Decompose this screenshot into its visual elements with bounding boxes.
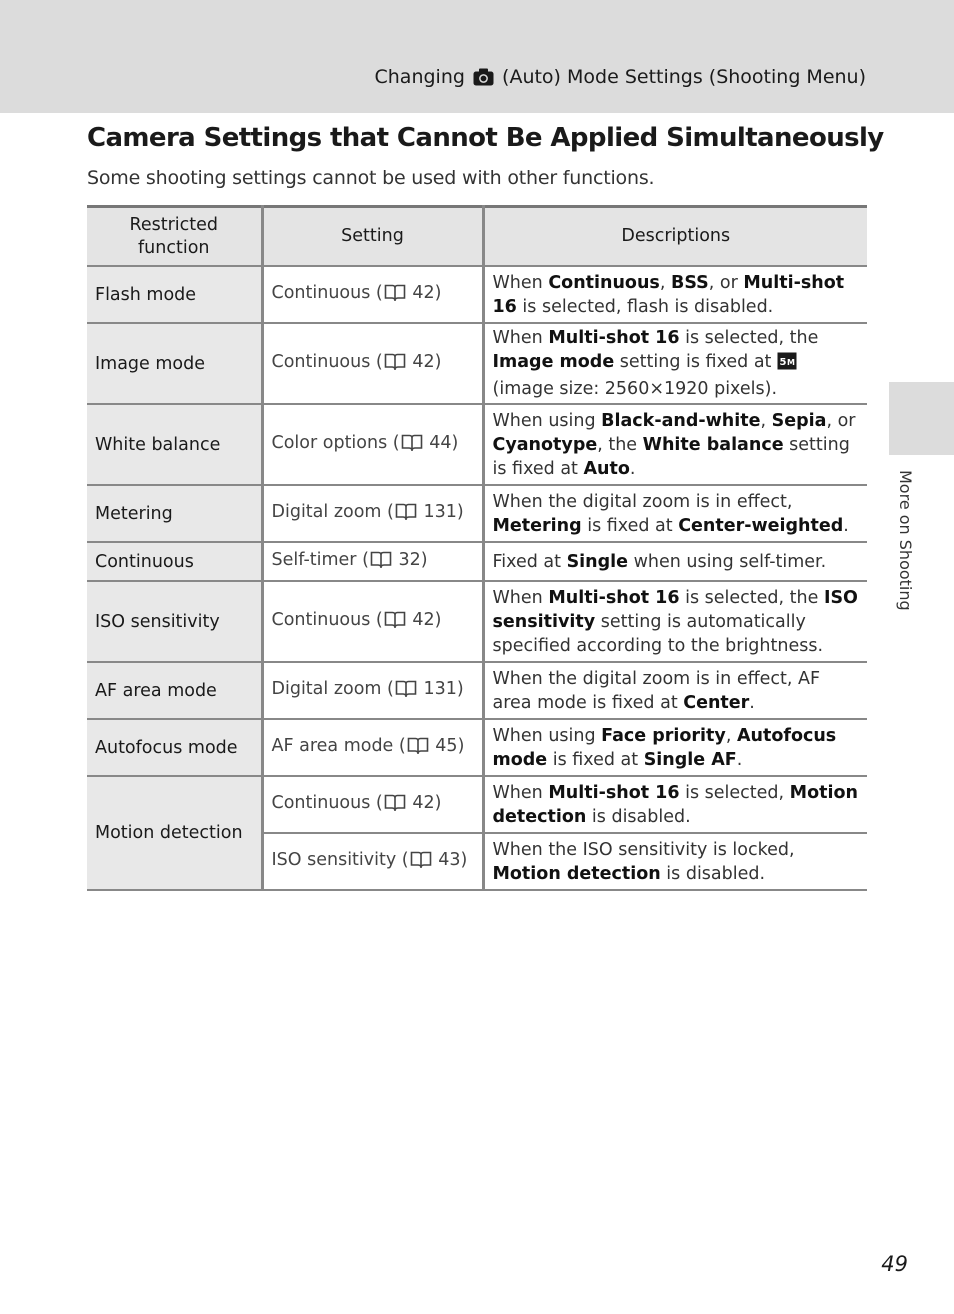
restrictions-table <box>87 205 867 891</box>
side-tab-label: More on Shooting <box>896 470 915 611</box>
description-emphasis: Auto <box>583 458 630 479</box>
description-text: setting is fixed at <box>492 434 850 479</box>
table-row <box>87 581 867 662</box>
description-text: is selected, the <box>679 587 824 608</box>
description-emphasis: Continuous <box>548 272 660 293</box>
description-cell <box>483 662 867 719</box>
description-text: When the digital zoom is in effect, <box>492 491 793 512</box>
description-text: . <box>749 692 755 713</box>
restricted-function-cell: Metering <box>87 485 262 542</box>
page-reference-icon <box>407 737 429 761</box>
description-emphasis: Sepia <box>771 410 827 431</box>
page-number: 49 <box>881 1252 908 1276</box>
description-text: , <box>659 272 671 293</box>
setting-label: Color options <box>271 433 388 453</box>
setting-label: Continuous <box>271 352 371 372</box>
page-reference: 42 <box>412 610 435 630</box>
description-cell <box>483 581 867 662</box>
table-row <box>87 776 867 833</box>
header-descriptions: Descriptions <box>483 207 867 267</box>
table-row <box>87 266 867 323</box>
description-text: is disabled. <box>660 863 766 884</box>
svg-text:M: M <box>786 358 795 367</box>
header-prefix: Changing <box>374 66 465 88</box>
description-text: When the digital zoom is in effect, AF area mode is fixed at <box>492 668 821 713</box>
setting-label: Self-timer <box>271 550 357 570</box>
description-cell <box>483 776 867 833</box>
setting-cell: Digital zoom ( 131) <box>262 662 483 719</box>
page-subtitle: Some shooting settings cannot be used with other functions. <box>87 167 655 189</box>
setting-cell: Digital zoom ( 131) <box>262 485 483 542</box>
setting-cell: AF area mode ( 45) <box>262 719 483 776</box>
description-text: is selected, <box>679 782 790 803</box>
description-cell <box>483 323 867 404</box>
restricted-function-cell: White balance <box>87 404 262 485</box>
description-text: , the <box>597 434 643 455</box>
description-emphasis: Motion detection <box>492 782 858 827</box>
page-reference: 43 <box>438 850 461 870</box>
description-cell <box>483 719 867 776</box>
setting-cell: Self-timer ( 32) <box>262 542 483 581</box>
description-text: is fixed at <box>547 749 644 770</box>
description-text: . <box>629 458 636 479</box>
table-row <box>87 542 867 581</box>
table-row <box>87 719 867 776</box>
restricted-function-cell: Motion detection <box>87 776 262 890</box>
description-text: when using self-timer. <box>628 551 827 572</box>
description-emphasis: Center <box>683 692 750 713</box>
header-band <box>0 0 954 113</box>
description-emphasis: Cyanotype <box>492 434 598 455</box>
restricted-function-cell: AF area mode <box>87 662 262 719</box>
page-reference-icon <box>384 353 406 377</box>
description-emphasis: Multi-shot 16 <box>548 587 680 608</box>
description-text: , or <box>708 272 744 293</box>
table-row <box>87 662 867 719</box>
page-reference: 42 <box>412 793 435 813</box>
description-emphasis: Autofocus mode <box>492 725 837 770</box>
page-reference-icon <box>401 434 423 458</box>
description-emphasis: Multi-shot 16 <box>492 272 845 317</box>
setting-cell: Continuous ( 42) <box>262 776 483 833</box>
page-reference-icon <box>384 284 406 308</box>
header-setting: Setting <box>262 207 483 267</box>
page-reference: 42 <box>412 352 435 372</box>
page-reference-icon <box>410 851 432 875</box>
description-text: is selected, the <box>679 328 819 348</box>
setting-cell: ISO sensitivity ( 43) <box>262 833 483 890</box>
description-emphasis: Black-and-white <box>601 410 761 431</box>
description-emphasis: ISO sensitivity <box>492 587 858 632</box>
restricted-function-cell: Autofocus mode <box>87 719 262 776</box>
description-emphasis: Image mode <box>492 352 615 372</box>
setting-cell: Color options ( 44) <box>262 404 483 485</box>
setting-label: AF area mode <box>271 736 394 756</box>
description-emphasis: Multi-shot 16 <box>548 328 680 348</box>
setting-cell: Continuous ( 42) <box>262 323 483 404</box>
description-emphasis: White balance <box>642 434 784 455</box>
description-text: When <box>492 272 549 293</box>
setting-cell: Continuous ( 42) <box>262 581 483 662</box>
camera-auto-icon <box>473 68 494 91</box>
setting-label: Continuous <box>271 610 371 630</box>
setting-label: Digital zoom <box>271 679 382 699</box>
page-reference-icon <box>395 680 417 704</box>
description-text: When <box>492 587 549 608</box>
description-emphasis: Single AF <box>643 749 737 770</box>
description-text: , <box>725 725 737 746</box>
restricted-function-cell: ISO sensitivity <box>87 581 262 662</box>
svg-text:5: 5 <box>779 357 787 368</box>
image-size-5m-icon <box>777 352 797 377</box>
setting-label: ISO sensitivity <box>271 850 397 870</box>
page-reference: 131 <box>423 679 457 699</box>
page-reference: 32 <box>398 550 421 570</box>
header-suffix: (Auto) Mode Settings (Shooting Menu) <box>502 66 866 88</box>
page-reference: 44 <box>429 433 452 453</box>
description-text: , <box>760 410 772 431</box>
setting-label: Continuous <box>271 283 371 303</box>
page-reference: 131 <box>423 502 457 522</box>
header-restricted-function: Restricted function <box>87 207 262 267</box>
description-emphasis: BSS <box>670 272 709 293</box>
setting-label: Digital zoom <box>271 502 382 522</box>
side-tab <box>889 382 954 455</box>
table-row <box>87 323 867 404</box>
description-text: , or <box>826 410 856 431</box>
description-emphasis: Center-weighted <box>678 515 844 536</box>
description-cell <box>483 833 867 890</box>
page-reference-icon <box>370 551 392 575</box>
description-text: setting is automatically specified according to the brightness. <box>492 611 824 656</box>
description-text: . <box>843 515 849 536</box>
description-text: When <box>492 328 549 348</box>
page-reference: 42 <box>412 283 435 303</box>
description-text: (image size: 2560×1920 pixels). <box>492 379 778 399</box>
restricted-function-cell: Continuous <box>87 542 262 581</box>
description-text: When the ISO sensitivity is locked, <box>492 839 795 860</box>
description-emphasis: Motion detection <box>492 863 661 884</box>
page-reference-icon <box>384 611 406 635</box>
restricted-function-cell: Image mode <box>87 323 262 404</box>
description-text: . <box>736 749 743 770</box>
setting-cell: Continuous ( 42) <box>262 266 483 323</box>
restricted-function-cell: Flash mode <box>87 266 262 323</box>
setting-label: Continuous <box>271 793 371 813</box>
description-emphasis: Multi-shot 16 <box>548 782 680 803</box>
description-text: Fixed at <box>492 551 567 572</box>
running-header <box>375 66 867 91</box>
description-cell <box>483 485 867 542</box>
description-emphasis: Single <box>566 551 629 572</box>
page-reference-icon <box>395 503 417 527</box>
description-text: is disabled. <box>586 806 691 827</box>
description-text: When using <box>492 410 602 431</box>
table-header-row <box>87 207 867 267</box>
table-row <box>87 404 867 485</box>
description-text: When using <box>492 725 602 746</box>
description-emphasis: Metering <box>492 515 582 536</box>
description-text: is selected, flash is disabled. <box>516 296 774 317</box>
page-reference-icon <box>384 794 406 818</box>
page-reference: 45 <box>435 736 458 756</box>
description-text: setting is fixed at <box>614 352 777 372</box>
table-row <box>87 485 867 542</box>
description-cell <box>483 266 867 323</box>
description-text: is fixed at <box>581 515 679 536</box>
page-title: Camera Settings that Cannot Be Applied Simultaneously <box>87 123 884 153</box>
description-text: When <box>492 782 549 803</box>
description-cell <box>483 404 867 485</box>
description-cell <box>483 542 867 581</box>
description-emphasis: Face priority <box>601 725 726 746</box>
